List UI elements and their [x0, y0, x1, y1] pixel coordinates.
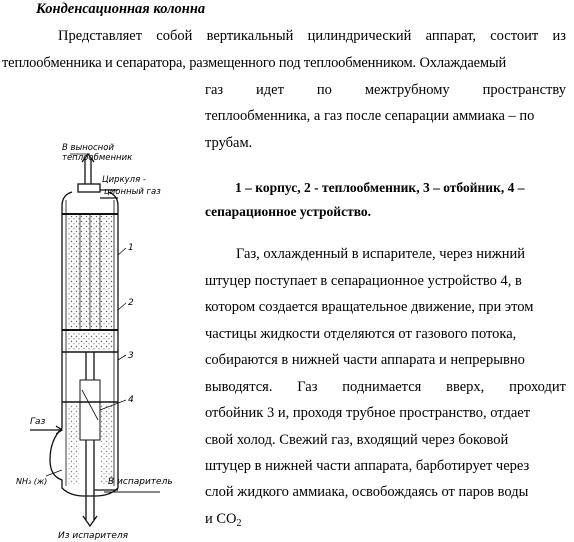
- body-line-8: свой холод. Свежий газ, входящий через боковой: [205, 432, 509, 448]
- label-circulating-gas-2: ционный газ: [104, 187, 161, 197]
- body-line-4: частицы жидкости отделяются от газового потока,: [205, 326, 517, 342]
- body-line-11: [205, 511, 242, 529]
- word: межтрубному: [364, 82, 450, 98]
- intro-line-5: трубам.: [205, 135, 253, 151]
- label-gas: Газ: [30, 417, 46, 427]
- figure-caption-line-2: сепарационное устройство.: [205, 204, 372, 219]
- separator-device: [80, 380, 100, 440]
- word: пространству: [482, 82, 566, 98]
- label-to-remote-exchanger-2: теплообменник: [62, 153, 133, 163]
- intro-line-2: теплообменника и сепаратора, размещенного под теплообменником. Охлаждаемый: [2, 55, 507, 71]
- label-circulating-gas-1: Циркуля -: [102, 175, 146, 185]
- label-4: 4: [128, 395, 134, 405]
- text: и CO: [205, 511, 237, 527]
- word: аппарат,: [425, 28, 477, 44]
- label-from-evaporator: Из испарителя: [58, 531, 129, 540]
- word: выводятся.: [205, 379, 273, 395]
- label-nh3-liquid: NH₃ (ж): [16, 477, 48, 486]
- intro-line-4: теплообменника, а газ после сепарации аммиака – по: [205, 108, 535, 124]
- body-line-5: собираются в нижней части аппарата и непрерывно: [205, 352, 525, 368]
- word: цилиндрический: [307, 28, 412, 44]
- label-1: 1: [128, 243, 134, 253]
- central-pipe: [86, 352, 94, 380]
- top-flange: [78, 184, 100, 192]
- word: проходит: [509, 379, 566, 395]
- condensation-column-figure: [0, 140, 205, 540]
- intro-line-3: [205, 82, 566, 99]
- word: идет: [256, 82, 284, 98]
- intro-line-1: [58, 28, 566, 45]
- label-2: 2: [128, 298, 134, 308]
- word: состоит: [490, 28, 539, 44]
- label-to-remote-exchanger-1: В выносной: [62, 143, 114, 153]
- body-line-6: [205, 379, 566, 396]
- body-line-2: штуцер поступает в сепарационное устройство 4, в: [205, 273, 522, 289]
- section-heading: Конденсационная колонна: [36, 1, 206, 17]
- body-line-3: котором создается вращательное движение, при этом: [205, 299, 534, 315]
- word: по: [316, 82, 332, 98]
- word: вертикальный: [206, 28, 294, 44]
- subscript: 2: [236, 518, 242, 529]
- body-line-10: слой жидкого аммиака, освобождаясь от паров воды: [205, 484, 529, 500]
- figure-caption-line-1: 1 – корпус, 2 - теплообменник, 3 – отбойник, 4 –: [235, 180, 525, 195]
- label-3: 3: [128, 351, 134, 361]
- heat-exchanger-packing: [67, 216, 113, 328]
- body-line-7: отбойник 3 и, проходя трубное пространство, отдает: [205, 405, 531, 421]
- word: газ: [205, 82, 224, 98]
- body-line-1: Газ, охлажденный в испарителе, через нижний: [236, 246, 526, 262]
- word: поднимается: [342, 379, 422, 395]
- bottom-pipe: [86, 440, 94, 520]
- word: из: [552, 28, 566, 44]
- word: собой: [156, 28, 193, 44]
- word: вверх,: [446, 379, 485, 395]
- label-to-evaporator: В испаритель: [108, 477, 173, 487]
- bottom-arrow: [83, 516, 97, 526]
- word: Газ: [297, 379, 318, 395]
- word: Представляет: [58, 28, 143, 44]
- body-line-9: штуцер в нижней части аппарата, барботирует через: [205, 458, 530, 474]
